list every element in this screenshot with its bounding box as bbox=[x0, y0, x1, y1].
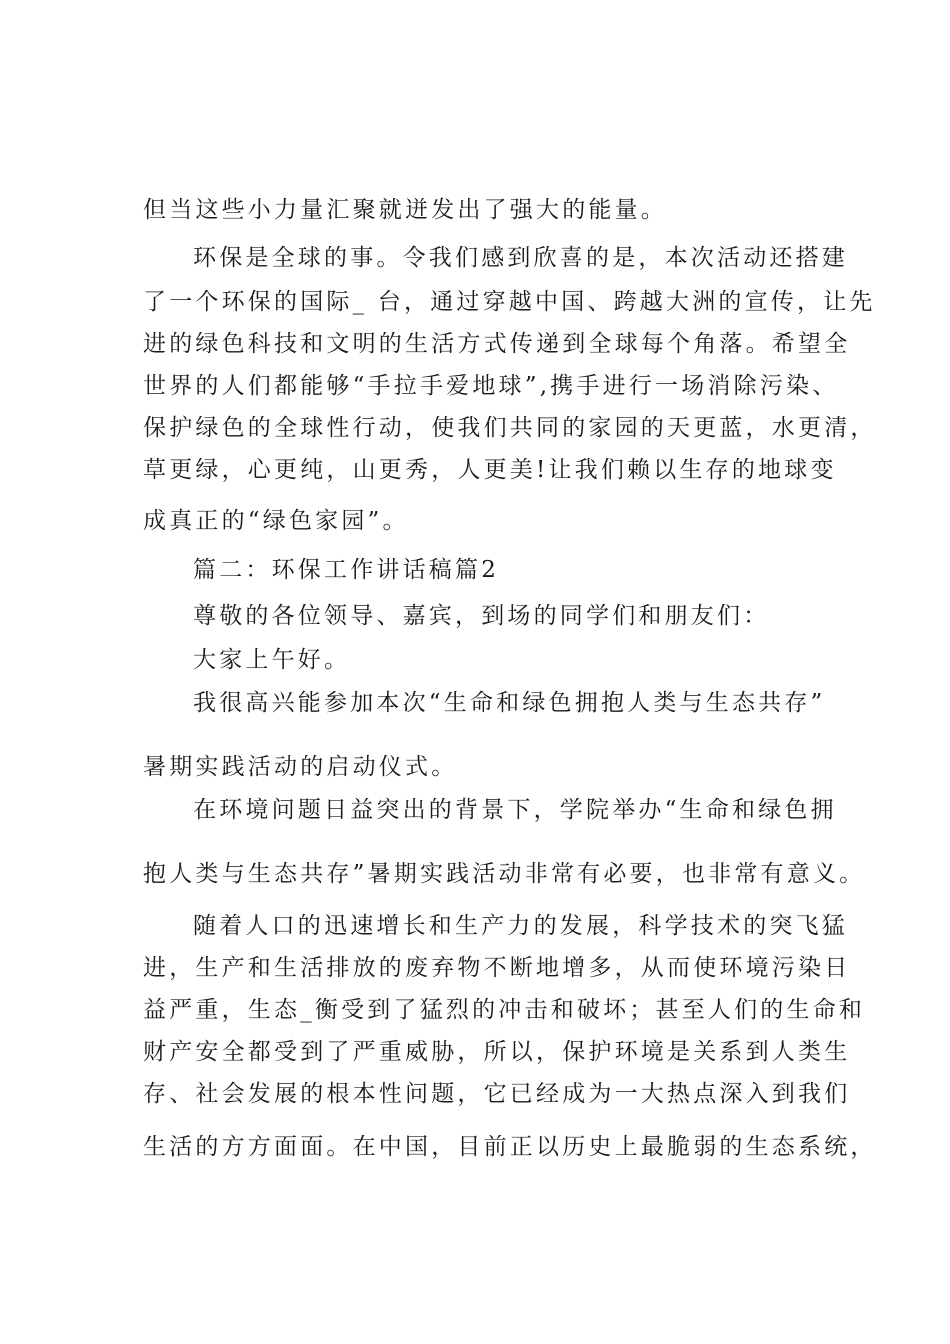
salutation-line: 尊敬的各位领导、嘉宾，到场的同学们和朋友们： bbox=[193, 603, 770, 629]
text-line: 财产安全都受到了严重威胁，所以，保护环境是关系到人类生 bbox=[143, 1039, 851, 1065]
text-line: 进的绿色科技和文明的生活方式传递到全球每个角落。希望全 bbox=[143, 331, 851, 357]
paragraph-start-line: 在环境问题日益突出的背景下，学院举办“生命和绿色拥 bbox=[193, 797, 837, 823]
paragraph-start-line: 随着人口的迅速增长和生产力的发展，科学技术的突飞猛 bbox=[193, 913, 848, 939]
text-line: 世界的人们都能够“手拉手爱地球”,携手进行一场消除污染、 bbox=[143, 373, 839, 399]
text-line: 保护绿色的全球性行动，使我们共同的家园的天更蓝，水更清， bbox=[143, 415, 877, 441]
text-line: 益严重，生态_衡受到了猛烈的冲击和破坏；甚至人们的生命和 bbox=[143, 997, 866, 1023]
text-line: 进，生产和生活排放的废弃物不断地增多，从而使环境污染日 bbox=[143, 955, 851, 981]
text-line: 存、社会发展的根本性问题，它已经成为一大热点深入到我们 bbox=[143, 1081, 851, 1107]
text-line: 成真正的“绿色家园”。 bbox=[143, 508, 409, 534]
paragraph-start-line: 环保是全球的事。令我们感到欣喜的是，本次活动还搭建 bbox=[193, 245, 848, 271]
section-heading: 篇二：环保工作讲话稿篇2 bbox=[193, 557, 500, 583]
text-line: 草更绿，心更纯，山更秀，人更美!让我们赖以生存的地球变 bbox=[143, 457, 837, 483]
text-line: 暑期实践活动的启动仪式。 bbox=[143, 754, 458, 780]
text-line: 了一个环保的国际_ 台，通过穿越中国、跨越大洲的宣传，让先 bbox=[143, 289, 876, 315]
text-line: 但当这些小力量汇聚就迸发出了强大的能量。 bbox=[143, 197, 667, 223]
paragraph-start-line: 我很高兴能参加本次“生命和绿色拥抱人类与生态共存” bbox=[193, 690, 826, 716]
greeting-line: 大家上午好。 bbox=[193, 647, 351, 673]
text-line: 抱人类与生态共存”暑期实践活动非常有必要，也非常有意义。 bbox=[143, 861, 866, 887]
text-line: 生活的方方面面。在中国，目前正以历史上最脆弱的生态系统， bbox=[143, 1134, 877, 1160]
